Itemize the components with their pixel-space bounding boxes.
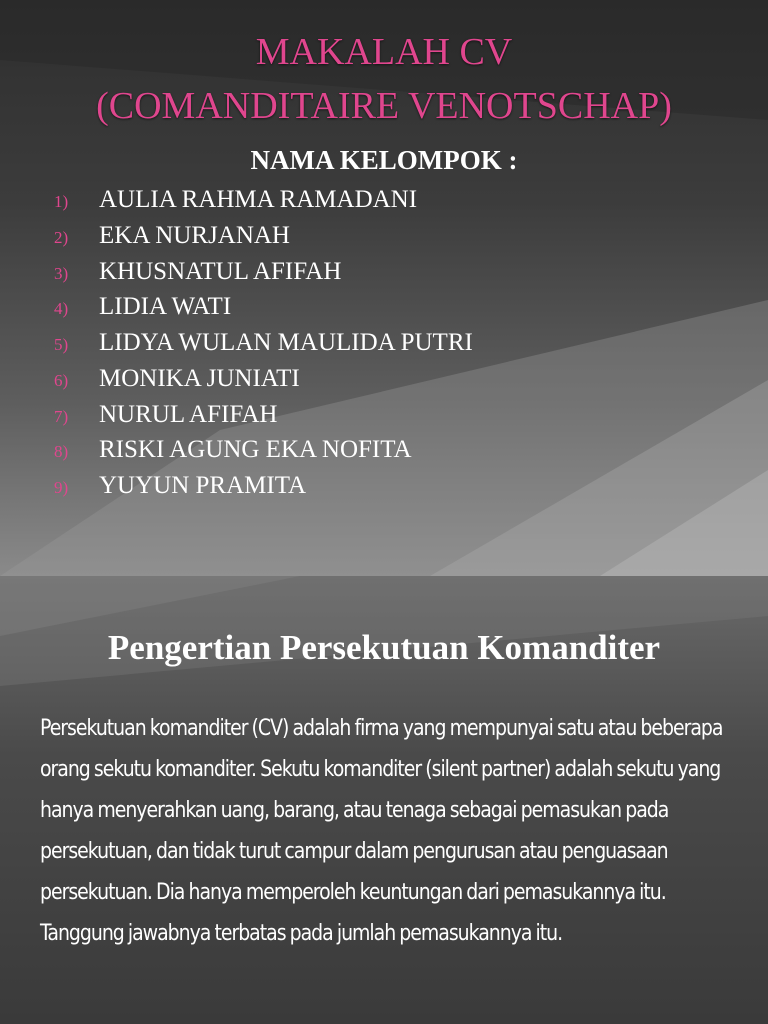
member-name: MONIKA JUNIATI — [99, 364, 300, 392]
member-number: 5) — [54, 335, 69, 354]
member-item — [0, 290, 768, 326]
member-name: AULIA RAHMA RAMADANI — [99, 186, 418, 213]
group-heading: NAMA KELOMPOK : — [250, 145, 518, 175]
slide-2 — [0, 576, 768, 1024]
member-item — [0, 255, 768, 291]
member-item — [0, 219, 768, 255]
member-name: LIDIA WATI — [99, 293, 232, 321]
member-number: 2) — [54, 227, 69, 247]
member-number: 6) — [54, 370, 69, 390]
member-item — [0, 433, 768, 469]
member-number: 1) — [54, 192, 69, 211]
member-name: NURUL AFIFAH — [99, 400, 278, 428]
member-name: EKA NURJANAH — [99, 221, 290, 249]
member-item — [0, 326, 768, 362]
member-name: YUYUN PRAMITA — [99, 472, 307, 499]
member-name: LIDYA WULAN MAULIDA PUTRI — [99, 329, 473, 356]
member-number: 3) — [54, 263, 69, 283]
member-item — [0, 362, 768, 398]
member-number: 8) — [54, 442, 69, 462]
section-body: Persekutuan komanditer (CV) adalah firma yang mempunyai satu atau beberapa orang sekutu komanditer. Sekutu komanditer (silent partner) adalah sekutu yang hanya menyerahkan uang, barang, atau tenaga sebagai pemasukan pada persekutuan, dan tidak turut campur dalam pengurusan atau penguasaan persekutuan. Dia hanya memperoleh keuntungan dari pemasukannya itu. Tanggung jawabnya terbatas pada jumlah pemasukannya itu. — [40, 716, 723, 946]
section-title: Pengertian Persekutuan Komanditer — [107, 628, 661, 667]
member-name: KHUSNATUL AFIFAH — [99, 257, 342, 285]
member-number: 4) — [54, 299, 69, 319]
title-line-1: MAKALAH CV — [255, 31, 513, 73]
member-number: 7) — [54, 406, 69, 426]
member-item — [0, 183, 768, 219]
member-name: RISKI AGUNG EKA NOFITA — [99, 436, 412, 464]
member-list — [0, 183, 768, 505]
member-item — [0, 398, 768, 434]
member-number: 9) — [54, 478, 69, 497]
title-line-2: (COMANDITAIRE VENOTSCHAP) — [96, 85, 672, 127]
member-item — [0, 469, 768, 505]
